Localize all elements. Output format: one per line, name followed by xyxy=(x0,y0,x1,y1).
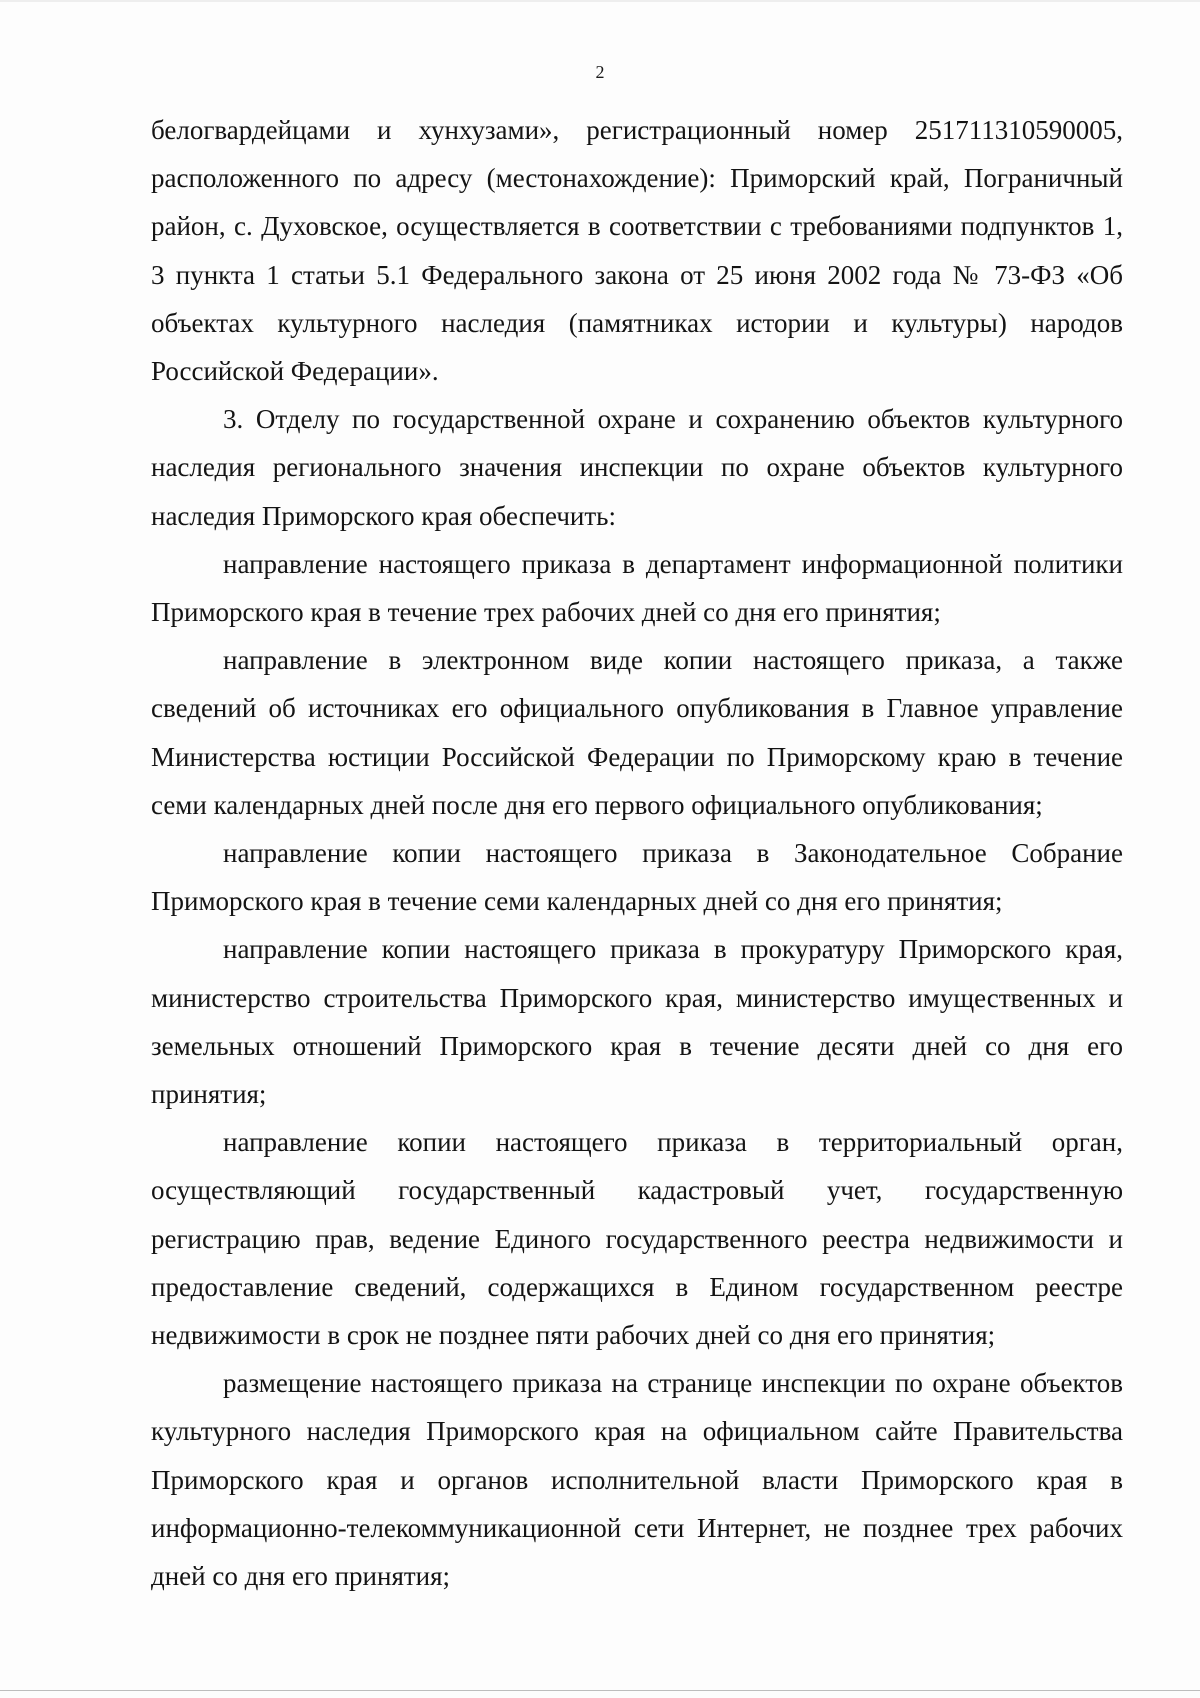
paragraph-item-3: 3. Отделу по государственной охране и сохранению объектов культурного наследия регионального значения инспекции по охране объектов культурного наследия Приморского края обеспечить: xyxy=(151,404,1123,531)
scan-bottom-edge xyxy=(0,1690,1200,1691)
paragraph-cadastral: направление копии настоящего приказа в территориальный орган, осуществляющий государственный кадастровый учет, государственную регистрацию прав, ведение Единого государственного реестра недвижимости и предоставление сведений, содержащихся в Едином государственном реестре недвижимости в срок не позднее пяти рабочих дней со дня его принятия; xyxy=(151,1127,1123,1351)
paragraph-prosecutor: направление копии настоящего приказа в прокуратуру Приморского края, министерство строительства Приморского края, министерство имущественных и земельных отношений Приморского края в течение десяти дней со дня его принятия; xyxy=(151,934,1123,1110)
paragraph-website: размещение настоящего приказа на странице инспекции по охране объектов культурного наследия Приморского края на официальном сайте Правительства Приморского края и органов исполнительной власти Приморского края в информационно-телекоммуникационной сети Интернет, не позднее трех рабочих дней со дня его принятия; xyxy=(151,1368,1123,1592)
paragraph-legislative-assembly: направление копии настоящего приказа в Законодательное Собрание Приморского края в течение семи календарных дней со дня его принятия; xyxy=(151,838,1123,917)
page-number: 2 xyxy=(595,62,605,82)
paragraph-info-policy: направление настоящего приказа в департамент информационной политики Приморского края в течение трех рабочих дней со дня его принятия; xyxy=(151,548,1123,628)
document-body xyxy=(151,106,1123,1600)
paragraph-ministry-justice: направление в электронном виде копии настоящего приказа, а также сведений об источниках его официального опубликования в Главное управление Министерства юстиции Российской Федерации по Приморскому краю в течение семи календарных дней после дня его первого официального опубликования; xyxy=(151,645,1123,820)
scan-top-edge xyxy=(0,0,1200,2)
paragraph-continuation: белогвардейцами и хунхузами», регистрационный номер 251711310590005, расположенного по адресу (местонахождение): Приморский край, Пограничный район, с. Духовское, осуществляется в соответствии с требованиями подпунктов 1, 3 пункта 1 статьи 5.1 Федерального закона от 25 июня 2002 года № 73-ФЗ «Об объектах культурного наследия (памятниках истории и культуры) народов Российской Федерации». xyxy=(151,115,1123,387)
